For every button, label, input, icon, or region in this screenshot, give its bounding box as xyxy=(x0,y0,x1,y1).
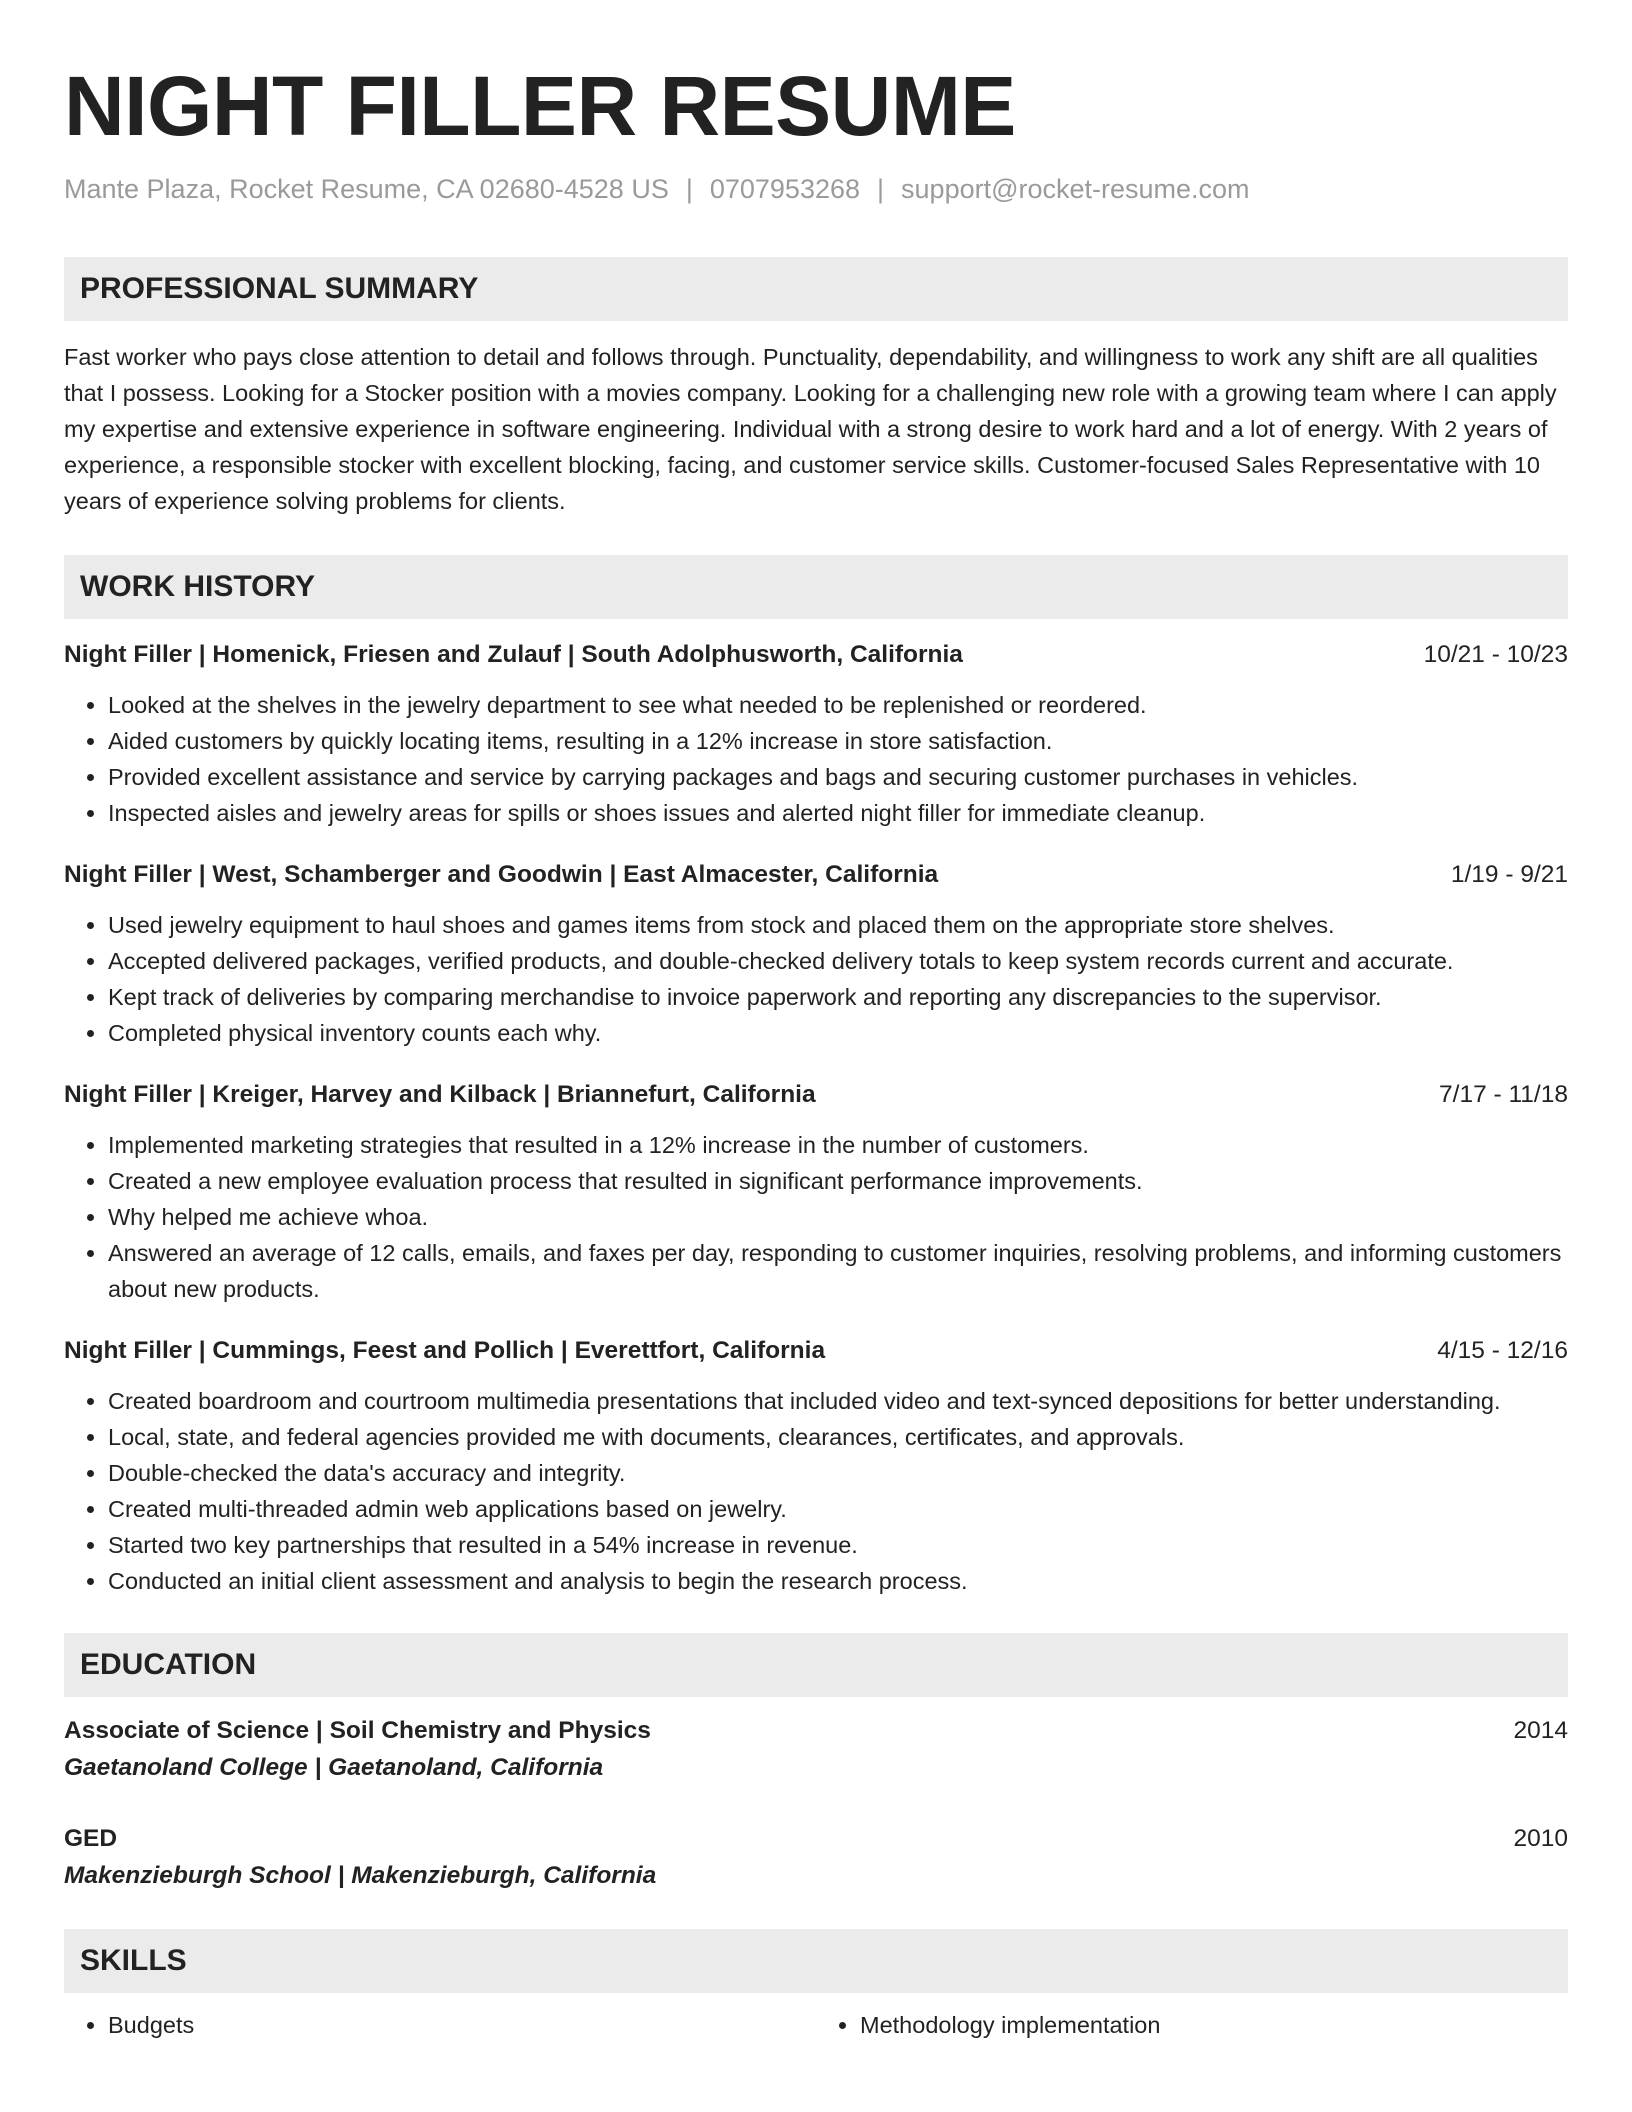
summary-text: Fast worker who pays close attention to detail and follows through. Punctuality, dependability, and willingness to work any shift are all qualities that I possess. Looking for a Stocker position with a movies company. Looking for a challenging new role with a growing team where I can apply my expertise and extensive experience in software engineering. Individual with a strong desire to work hard and a lot of energy. With 2 years of experience, a responsible stocker with excellent blocking, facing, and customer service skills. Customer-focused Sales Representative with 10 years of experience solving problems for clients. xyxy=(64,344,1557,514)
education-entry xyxy=(64,1713,1568,1787)
job-bullets xyxy=(64,907,1568,1051)
education-degree-row xyxy=(64,1821,1568,1857)
job-entry xyxy=(64,637,1568,831)
job-dates: 10/21 - 10/23 xyxy=(1423,641,1568,668)
job-bullet: • Looked at the shelves in the jewelry department to see what needed to be replenished or reordered. xyxy=(108,687,1568,723)
job-title-row xyxy=(64,1333,1568,1369)
education-entry xyxy=(64,1821,1568,1895)
work-history-section-header: WORK HISTORY xyxy=(64,555,1568,619)
education-year: 2014 xyxy=(1513,1717,1568,1744)
job-bullet: • Kept track of deliveries by comparing merchandise to invoice paperwork and reporting any discrepancies to the supervisor. xyxy=(108,979,1568,1015)
job-bullet: • Implemented marketing strategies that resulted in a 12% increase in the number of customers. xyxy=(108,1127,1568,1163)
contact-separator: | xyxy=(685,174,693,204)
education-section-header: EDUCATION xyxy=(64,1633,1568,1697)
job-title-row xyxy=(64,1077,1568,1113)
education-school: Makenzieburgh School | Makenzieburgh, California xyxy=(64,1862,657,1889)
job-title: Night Filler | Homenick, Friesen and Zulauf | South Adolphusworth, California xyxy=(64,641,963,668)
resume-title: NIGHT FILLER RESUME xyxy=(64,59,1016,153)
job-bullet: • Aided customers by quickly locating items, resulting in a 12% increase in store satisfaction. xyxy=(108,723,1568,759)
skills-list xyxy=(64,2007,1568,2043)
education-degree: Associate of Science | Soil Chemistry and Physics xyxy=(64,1717,651,1744)
job-title-row xyxy=(64,857,1568,893)
job-dates: 4/15 - 12/16 xyxy=(1437,1337,1568,1364)
job-bullet: • Created a new employee evaluation process that resulted in significant performance improvements. xyxy=(108,1163,1568,1199)
job-title: Night Filler | Cummings, Feest and Pollich | Everettfort, California xyxy=(64,1337,826,1364)
job-bullets xyxy=(64,687,1568,831)
education-year: 2010 xyxy=(1513,1825,1568,1852)
job-bullet: • Inspected aisles and jewelry areas for spills or shoes issues and alerted night filler for immediate cleanup. xyxy=(108,795,1568,831)
job-entry xyxy=(64,1333,1568,1599)
skills-section-header: SKILLS xyxy=(64,1929,1568,1993)
phone-text: 0707953268 xyxy=(709,174,861,204)
job-bullet: • Used jewelry equipment to haul shoes and games items from stock and placed them on the appropriate store shelves. xyxy=(108,907,1568,943)
job-bullet: • Local, state, and federal agencies provided me with documents, clearances, certificates, and approvals. xyxy=(108,1419,1568,1455)
skill-item: • Methodology implementation xyxy=(860,2007,1568,2043)
job-bullet: • Created boardroom and courtroom multimedia presentations that included video and text-synced depositions for better understanding. xyxy=(108,1383,1568,1419)
job-bullet: • Created multi-threaded admin web applications based on jewelry. xyxy=(108,1491,1568,1527)
skills-column-right xyxy=(816,2007,1568,2043)
education-school: Gaetanoland College | Gaetanoland, California xyxy=(64,1754,604,1781)
address-text: Mante Plaza, Rocket Resume, CA 02680-4528 US xyxy=(64,174,669,204)
job-bullet: • Conducted an initial client assessment and analysis to begin the research process. xyxy=(108,1563,1568,1599)
job-bullet: • Answered an average of 12 calls, emails, and faxes per day, responding to customer inquiries, resolving problems, and informing customers about new products. xyxy=(108,1235,1568,1307)
contact-line xyxy=(64,174,1568,205)
education-degree: GED xyxy=(64,1825,118,1852)
job-title: Night Filler | Kreiger, Harvey and Kilback | Briannefurt, California xyxy=(64,1081,816,1108)
skill-item: • Budgets xyxy=(108,2007,816,2043)
email-link[interactable]: support@rocket-resume.com xyxy=(901,174,1250,204)
summary-section-header: PROFESSIONAL SUMMARY xyxy=(64,257,1568,321)
job-entry xyxy=(64,857,1568,1051)
job-title: Night Filler | West, Schamberger and Goodwin | East Almacester, California xyxy=(64,861,939,888)
job-dates: 1/19 - 9/21 xyxy=(1450,861,1568,888)
job-bullets xyxy=(64,1127,1568,1307)
job-entry xyxy=(64,1077,1568,1307)
job-title-row xyxy=(64,637,1568,673)
job-bullet: • Provided excellent assistance and service by carrying packages and bags and securing customer purchases in vehicles. xyxy=(108,759,1568,795)
education-degree-row xyxy=(64,1713,1568,1749)
job-bullet: • Completed physical inventory counts each why. xyxy=(108,1015,1568,1051)
contact-separator: | xyxy=(877,174,885,204)
job-bullet: • Double-checked the data's accuracy and integrity. xyxy=(108,1455,1568,1491)
job-bullet: • Why helped me achieve whoa. xyxy=(108,1199,1568,1235)
job-bullet: • Started two key partnerships that resulted in a 54% increase in revenue. xyxy=(108,1527,1568,1563)
job-bullets xyxy=(64,1383,1568,1599)
job-dates: 7/17 - 11/18 xyxy=(1439,1081,1568,1108)
job-bullet: • Accepted delivered packages, verified products, and double-checked delivery totals to keep system records current and accurate. xyxy=(108,943,1568,979)
skills-column-left xyxy=(64,2007,816,2043)
